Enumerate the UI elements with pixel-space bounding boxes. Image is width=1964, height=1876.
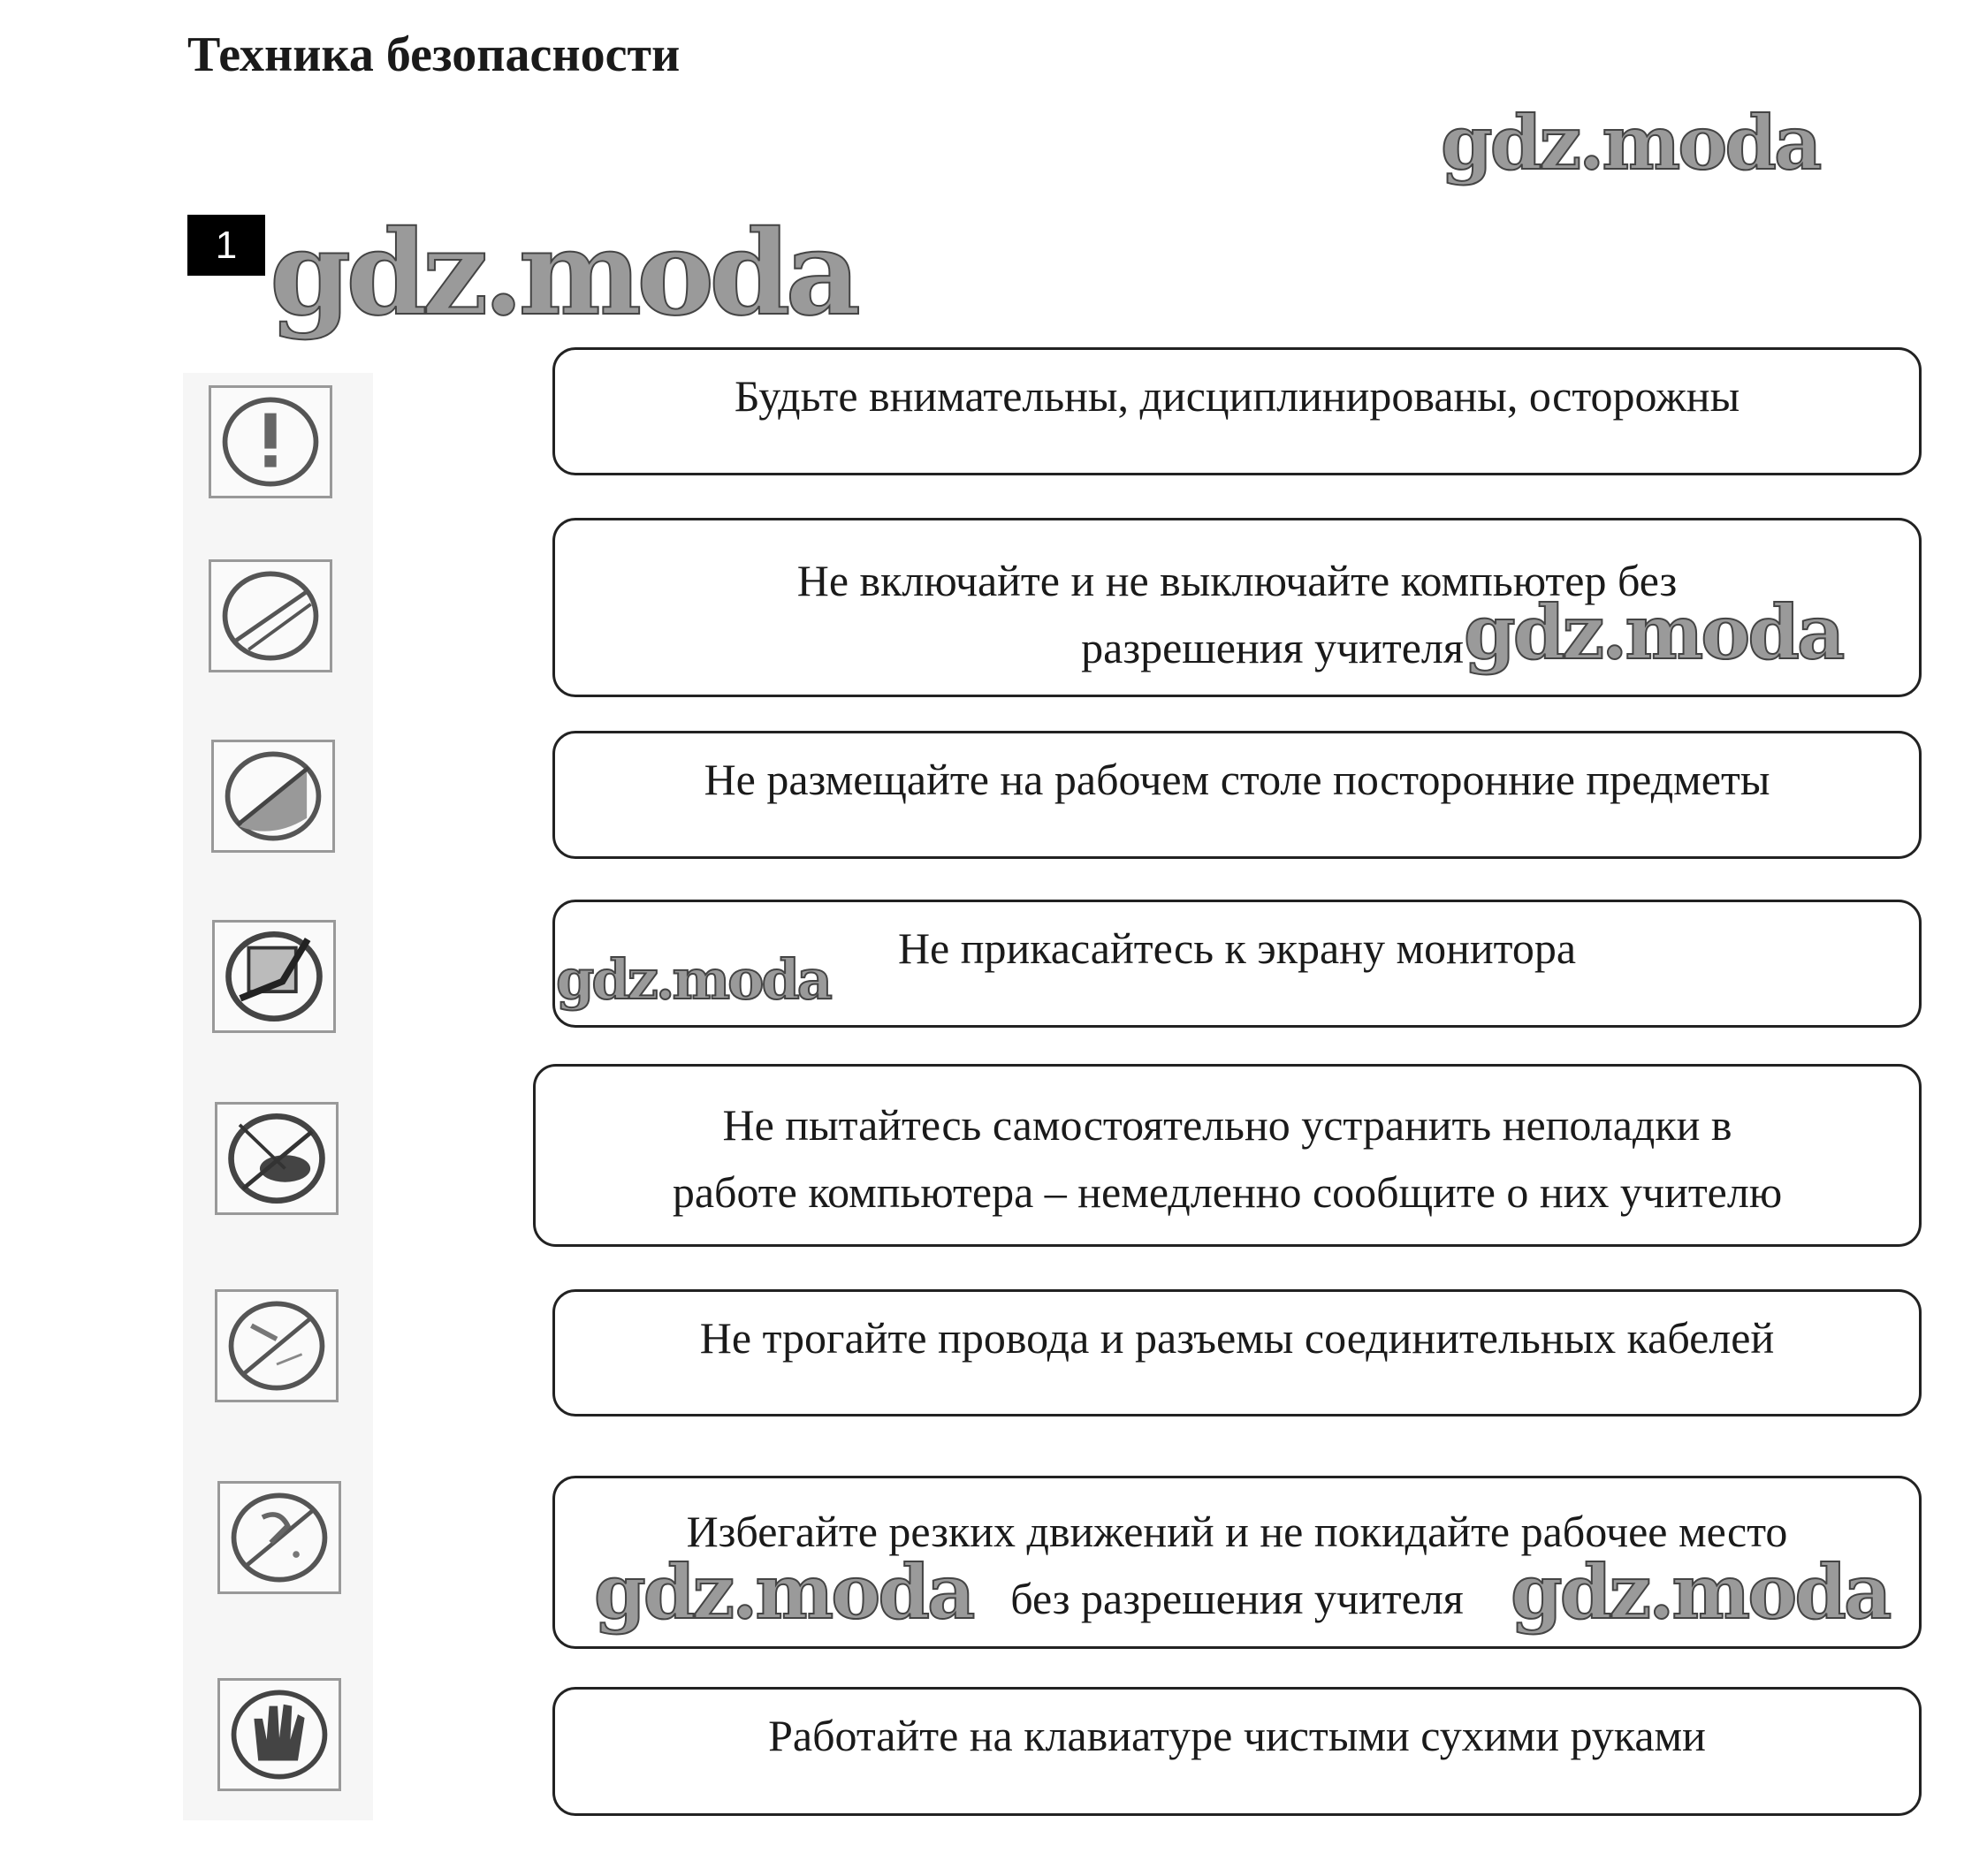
exclamation-icon (209, 385, 332, 498)
no-power-icon (209, 559, 332, 672)
no-repair-icon (215, 1102, 339, 1215)
rule-text: Работайте на клавиатуре чистыми сухими руками (768, 1711, 1706, 1760)
rule-text: без разрешения учителя (1010, 1574, 1464, 1623)
rule-text: Не размещайте на рабочем столе посторонние предметы (704, 755, 1770, 804)
exercise-number-badge: 1 (187, 215, 265, 276)
rule-text: Не прикасайтесь к экрану монитора (897, 923, 1577, 973)
no-cables-icon (215, 1289, 339, 1402)
clean-hands-icon (217, 1678, 341, 1791)
rule-text: Не пытайтесь самостоятельно устранить неполадки в (722, 1100, 1732, 1150)
watermark-logo: gdz.moda (556, 947, 830, 1012)
rule-text: Будьте внимательны, дисциплинированы, осторожны (734, 371, 1740, 421)
watermark-logo: gdz.moda (270, 205, 856, 342)
watermark-logo: gdz.moda (1464, 589, 1843, 676)
rule-text: разрешения учителя (1081, 623, 1464, 672)
rule-box-3 (552, 731, 1922, 859)
no-running-icon (217, 1481, 341, 1594)
rule-box-8 (552, 1687, 1922, 1816)
rule-box-5 (533, 1064, 1922, 1247)
page-title: Техника безопасности (187, 27, 681, 82)
watermark-logo: gdz.moda (1511, 1548, 1890, 1636)
watermark-logo: gdz.moda (594, 1548, 973, 1636)
watermark-logo: gdz.moda (1441, 99, 1820, 186)
rule-box-1 (552, 347, 1922, 475)
rule-text: работе компьютера – немедленно сообщите о них учителю (672, 1167, 1783, 1217)
no-touch-screen-icon (212, 920, 336, 1033)
rule-text: Избегайте резких движений и не покидайте рабочее место (686, 1507, 1788, 1556)
rule-text: Не трогайте провода и разъемы соединительных кабелей (699, 1313, 1775, 1363)
no-objects-icon (211, 740, 335, 853)
rule-text: Не включайте и не выключайте компьютер без (796, 556, 1678, 605)
rule-box-6 (552, 1289, 1922, 1416)
